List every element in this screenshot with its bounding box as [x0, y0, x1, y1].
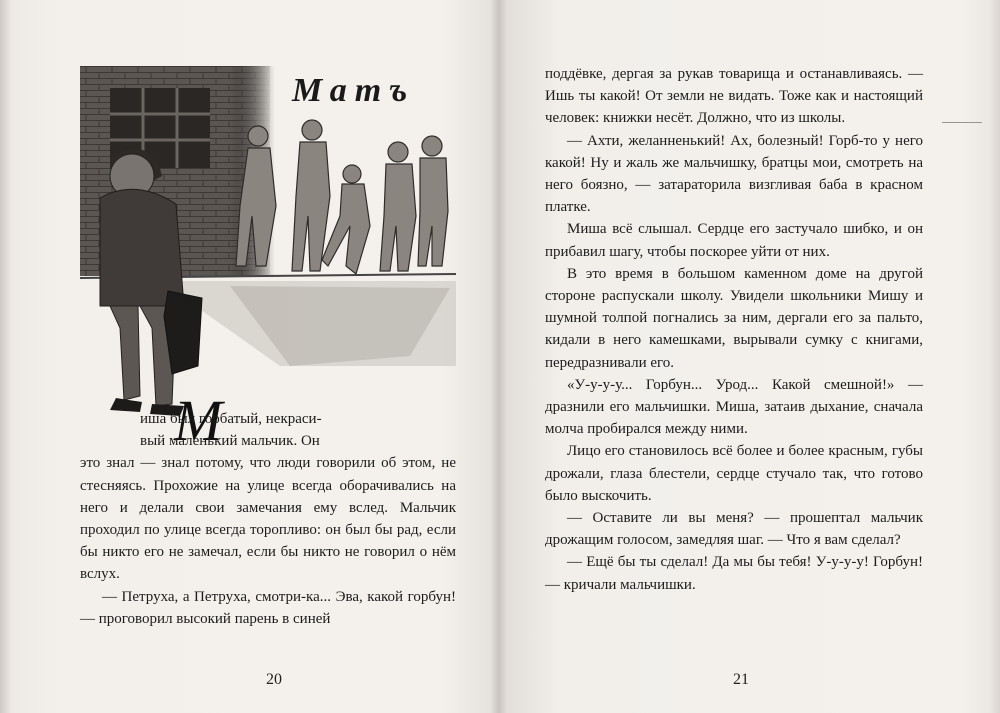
chapter-title: Матъ [292, 72, 416, 109]
paragraph: поддёвке, дергая за рукав товарища и останавливаясь. — Ишь ты какой! От земли не видать. Тоже как и настоящий человек: книжки несёт. Должно, что из школы. [545, 66, 923, 127]
paragraph: В это время в большом каменном доме на другой стороне распускали школу. Увидели школьники Мишу и шумной толпой погнались за ним, дергали его за пальто, кидали в него камешками, вырывали сумку с книгами, передразнивали его. [545, 265, 923, 371]
right-text-column [545, 63, 923, 596]
paragraph: — Оставите ли вы меня? — прошептал мальчик дрожащим голосом, замедляя шаг. — Что я вам сделал? [545, 510, 923, 549]
first-line: иша был горбатый, некраси- [140, 411, 322, 427]
chapter-illustration [80, 66, 456, 424]
drop-cap: М [174, 388, 223, 453]
paragraph: — Ещё бы ты сделал! Да мы бы тебя! У-у-у-у! Горбун! — кричали мальчишки. [545, 554, 923, 593]
page-number-right: 21 [733, 671, 749, 688]
paragraph: Миша всё слышал. Сердце его застучало шибко, и он прибавил шагу, чтобы поскорее уйти от них. [545, 221, 923, 260]
paragraph: «У-у-у-у... Горбун... Урод... Какой смешной!» — дразнили его мальчишки. Миша, затаив дыхание, сначала молча пробирался между ними. [545, 376, 923, 438]
page-number-left: 20 [266, 671, 282, 688]
paragraph: это знал — знал потому, что люди говорили об этом, не стесняясь. Прохожие на улице всегда оборачивались на него и делали свои замечания ему вслед. Мальчик проходил по улице всегда торопливо: он был бы рад, если бы никто его не замечал, если бы никто не говорил о нём вслух. [80, 455, 456, 583]
paragraph: Лицо его становилось всё более и более красным, губы дрожали, глаза блестели, сердце стучало так, что готово было выскочить. [545, 443, 923, 504]
left-page [0, 0, 498, 713]
paragraph: — Петруха, а Петруха, смотри-ка... Эва, какой горбун! — проговорил высокий парень в синей [80, 588, 456, 627]
paragraph: — Ахти, желанненький! Ах, болезный! Горб-то у него какой! Ну и жаль же мальчишку, братцы мои, смотреть на него боязно, — затараторила визгливая баба в красном платке. [545, 132, 923, 216]
bleed-through-mark [942, 122, 982, 123]
left-text-column [80, 408, 456, 630]
second-line: вый маленький мальчик. Он [140, 433, 320, 450]
